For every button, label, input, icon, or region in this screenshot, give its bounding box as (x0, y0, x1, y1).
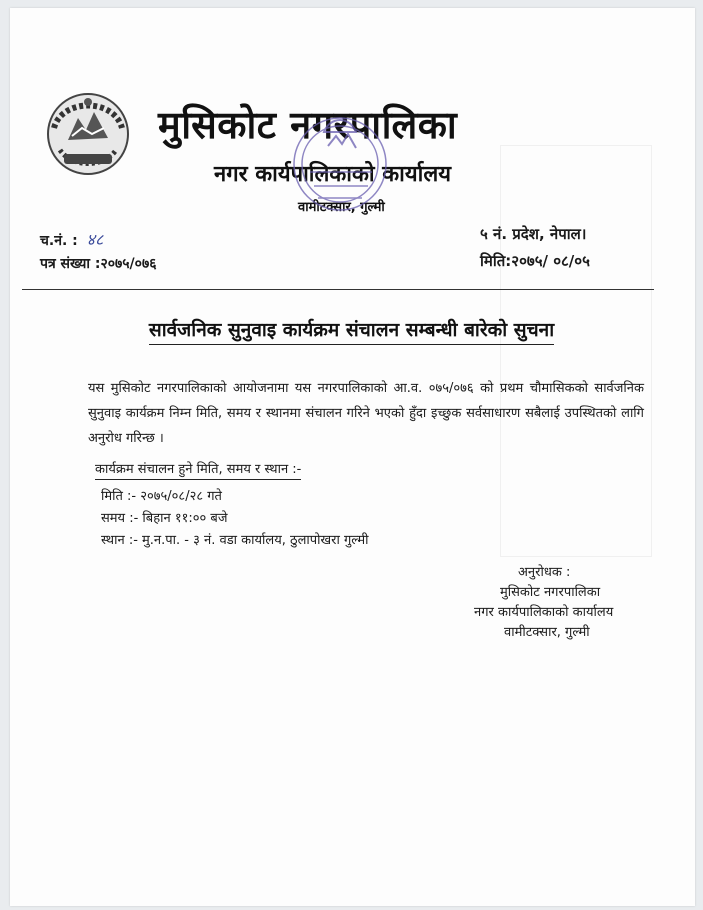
notice-heading-text: सार्वजनिक सुनुवाइ कार्यक्रम संचालन सम्बन्धी बारेको सुचना (149, 319, 554, 345)
reference-block (40, 228, 157, 280)
notice-body: यस मुसिकोट नगरपालिकाको आयोजनामा यस नगरपालिकाको आ.व. ०७५/०७६ को प्रथम चौमासिकको सार्वजनिक सुनुवाइ कार्यक्रम निम्न मिति, समय र स्थानमा संचालन गरिने भएको हुँदा इच्छुक सर्वसाधारण सबैलाई उपस्थितको लागि अनुरोध गरिन्छ । (88, 381, 644, 446)
chalani-label: च.नं. : (40, 233, 78, 249)
schedule-heading: कार्यक्रम संचालन हुने मिति, समय र स्थान :- (95, 459, 301, 480)
chalani-number (40, 228, 157, 254)
schedule-time: समय :- बिहान ११:०० बजे (101, 511, 228, 526)
office-address: वामीटक्सार, गुल्मी (298, 200, 385, 215)
signature-office: नगर कार्यपालिकाको कार्यालय (474, 605, 614, 620)
schedule-block (95, 459, 369, 552)
province-line: ५ नं. प्रदेश, नेपाल। (480, 225, 587, 243)
letter-number-value: २०७५/०७६ (100, 256, 157, 272)
municipality-title: मुसिकोट नगरपालिका (158, 103, 458, 147)
signature-municipality: मुसिकोट नगरपालिका (500, 585, 601, 600)
faint-bleed-through (500, 145, 652, 557)
signature-block (470, 563, 613, 643)
schedule-date: मिति :- २०७५/०८/२८ गते (101, 489, 222, 504)
chalani-value: ४८ (86, 230, 104, 249)
letter-number-label: पत्र संख्या : (40, 256, 101, 272)
date-line (480, 251, 590, 278)
schedule-venue: स्थान :- मु.न.पा. - ३ नं. वडा कार्यालय, ठुलापोखरा गुल्मी (101, 533, 369, 548)
nepal-emblem-icon (42, 88, 134, 180)
letter-number (40, 254, 157, 280)
office-subtitle: नगर कार्यपालिकाको कार्यालय (214, 162, 451, 187)
notice-heading (0, 316, 703, 342)
date-value: २०७५/ ०८/०५ (511, 252, 590, 270)
header-divider (22, 289, 654, 290)
date-label: मिति: (480, 252, 512, 270)
province-date-block (480, 224, 590, 278)
signature-address: वामीटक्सार, गुल्मी (504, 625, 590, 640)
requester-label: अनुरोधक : (518, 565, 571, 580)
